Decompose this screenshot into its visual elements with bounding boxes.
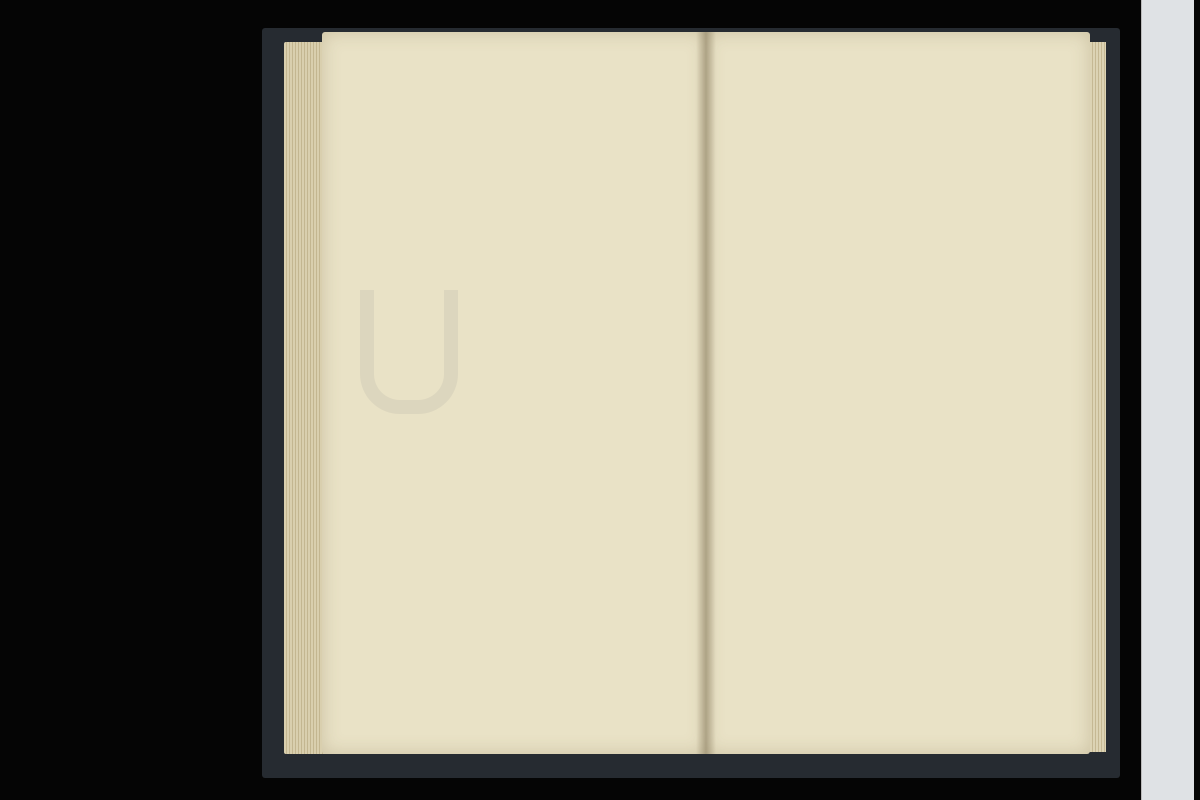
book-gutter: [696, 32, 716, 754]
right-page: [706, 32, 1090, 754]
measurement-ruler: [1141, 0, 1194, 800]
watermark-logo: [360, 290, 458, 414]
